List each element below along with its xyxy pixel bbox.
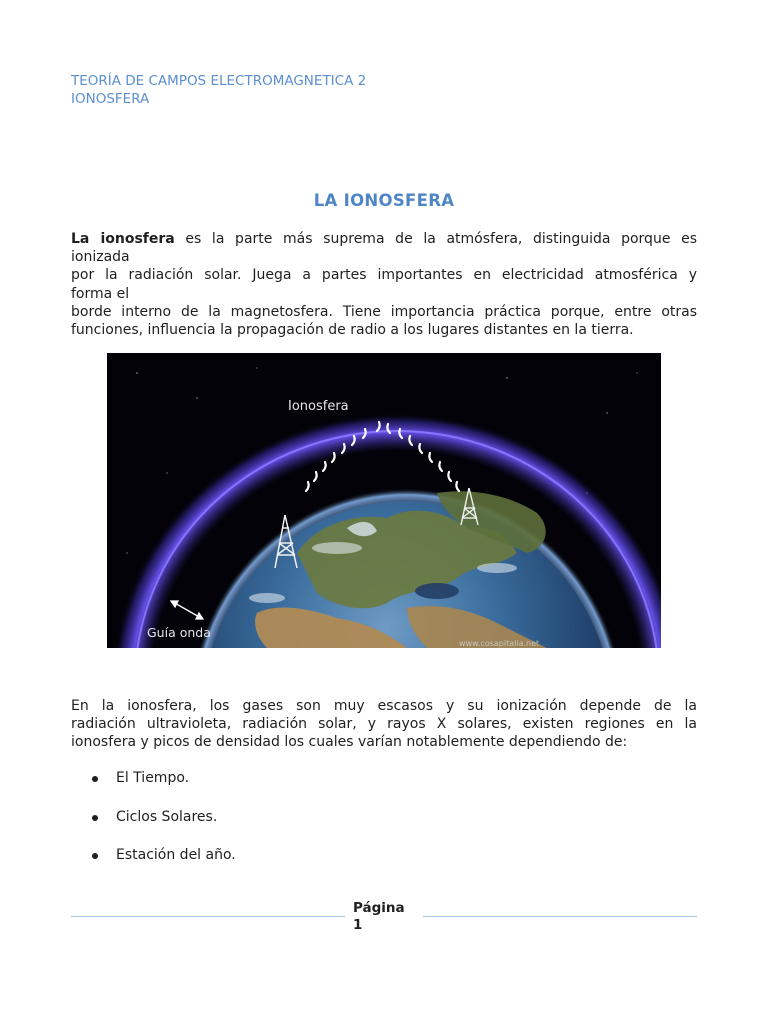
intro-line-2: ionizada bbox=[71, 249, 130, 266]
document-header bbox=[71, 72, 366, 108]
ionosphere-image bbox=[107, 353, 661, 648]
header-topic: IONOSFERA bbox=[71, 91, 150, 107]
density-paragraph bbox=[71, 697, 697, 752]
density-line-2: radiación ultravioleta, radiación solar, y rayos X solares, existen regiones en la bbox=[71, 716, 697, 733]
list-item-text: El Tiempo. bbox=[116, 770, 190, 786]
ionosphere-illustration bbox=[107, 353, 661, 648]
density-line-1: En la ionosfera, los gases son muy escasos y su ionización depende de la bbox=[71, 698, 697, 714]
intro-line-3: por la radiación solar. Juega a partes importantes en electricidad atmosférica y bbox=[71, 267, 697, 284]
intro-bold-term: La ionosfera bbox=[71, 231, 175, 247]
label-ionosfera: Ionosfera bbox=[288, 399, 349, 414]
intro-line-4: forma el bbox=[71, 285, 130, 302]
bullet-icon bbox=[92, 776, 98, 782]
page-label: Página bbox=[353, 900, 405, 916]
label-guia-onda: Guía onda bbox=[147, 625, 211, 640]
intro-line-6: funciones, influencia la propagación de radio a los lugares distantes en la tierra. bbox=[71, 322, 634, 339]
intro-line-1 bbox=[71, 230, 697, 248]
image-watermark: www.cosapitalia.net bbox=[459, 639, 540, 648]
footer-rule-left bbox=[71, 916, 345, 917]
page-title: LA IONOSFERA bbox=[313, 191, 455, 210]
footer-rule-right bbox=[423, 916, 697, 917]
density-line-3: ionosfera y picos de densidad los cuales varían notablemente dependiendo de: bbox=[71, 734, 628, 751]
page-number-value: 1 bbox=[353, 916, 363, 933]
page-number bbox=[353, 900, 415, 933]
intro-line-1-rest: es la parte más suprema de la atmósfera, distinguida porque es bbox=[174, 231, 697, 247]
header-course: TEORÍA DE CAMPOS ELECTROMAGNETICA 2 bbox=[71, 73, 367, 89]
bullet-icon bbox=[92, 853, 98, 859]
intro-line-5: borde interno de la magnetosfera. Tiene importancia práctica porque, entre otras bbox=[71, 303, 697, 320]
intro-paragraph bbox=[71, 230, 697, 339]
list-item-text: Estación del año. bbox=[116, 847, 236, 863]
bullet-icon bbox=[92, 815, 98, 821]
list-item-text: Ciclos Solares. bbox=[116, 808, 218, 825]
